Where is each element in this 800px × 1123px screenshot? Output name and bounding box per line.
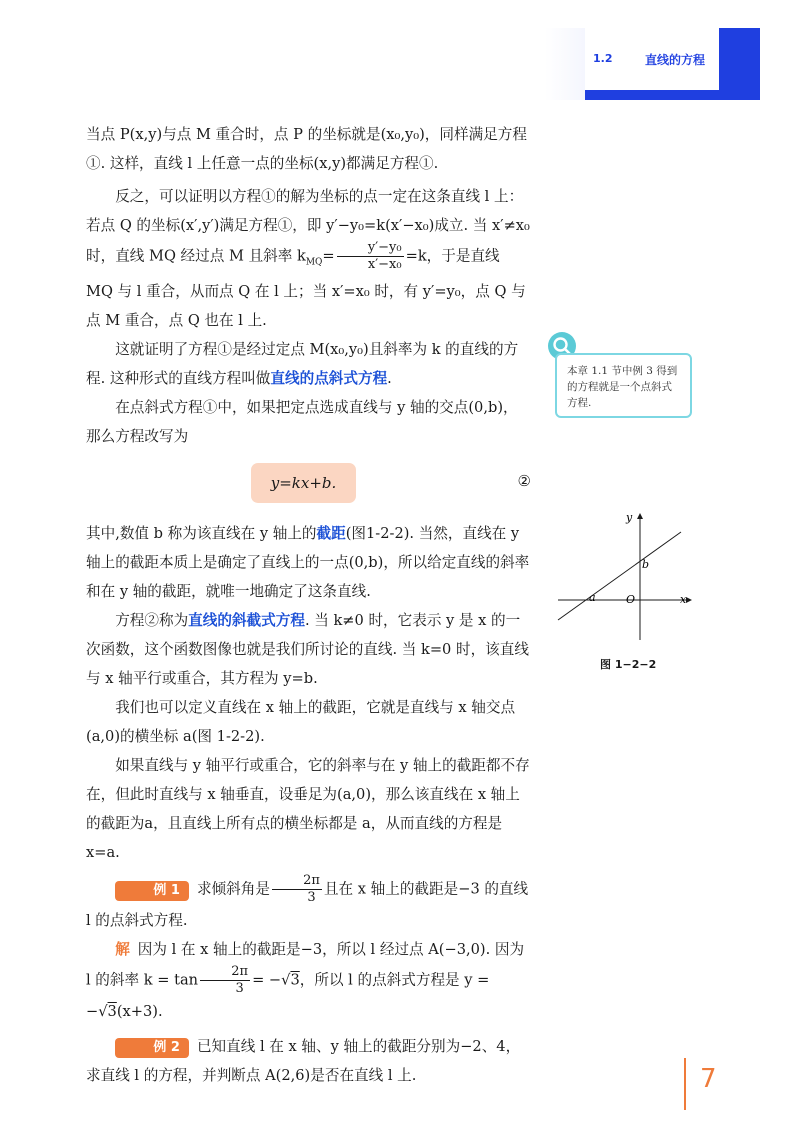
label-a: a <box>589 591 596 604</box>
formula-row <box>86 457 531 515</box>
line-l <box>558 532 681 620</box>
x-axis-arrow <box>686 597 692 603</box>
term-intercept: 截距 <box>316 525 346 543</box>
solution-label: 解 <box>115 941 130 959</box>
paragraph: 当点 P(x,y)与点 M 重合时，点 P 的坐标就是(x₀,y₀)，同样满足方程①. 这样，直线 l 上任意一点的坐标(x,y)都满足方程①. <box>86 126 527 172</box>
section-number: 1.2 <box>593 52 613 65</box>
paragraph: 这就证明了方程①是经过定点 M(x₀,y₀)且斜率为 k 的直线的方程. 这种形式的直线方程叫做直线的点斜式方程. <box>86 341 519 388</box>
page-number: 7 <box>700 1064 717 1094</box>
example-2-badge: 例 2 <box>115 1038 189 1058</box>
formula-number: ② <box>517 472 531 491</box>
main-text <box>86 120 531 1090</box>
side-note: 本章 1.1 节中例 3 得到的方程就是一个点斜式方程. <box>555 353 692 418</box>
example-1-solution: 解 因为 l 在 x 轴上的截距是−3，所以 l 经过点 A(−3,0). 因为 l 的斜率 k = tan $\frac{2\pi}{3}$ = −√3，所以 l 的点斜式方程是 y = −√3(x+3). <box>86 941 525 1021</box>
example-2: 例 2 已知直线 l 在 x 轴、y 轴上的截距分别为−2、4，求直线 l 的方程，并判断点 A(2,6)是否在直线 l 上. <box>86 1038 521 1085</box>
label-y: y <box>626 511 633 524</box>
label-o: O <box>626 593 636 606</box>
label-x: x <box>680 593 687 606</box>
paragraph: 反之，可以证明以方程①的解为坐标的点一定在这条直线 l 上：若点 Q 的坐标(x′,y′)满足方程①，即 y′−y₀=k(x′−x₀)成立. 当 x′≠x₀ 时，直线 MQ 经过点 M 且斜率 $k_{MQ}=$ $\frac{\text{y′−y₀}}{\text{x′−x₀}}$ =k，于是直线 MQ 与 l 重合，从而点 Q 在 l 上；当 x′=x₀ 时，有 y′=y₀，点 Q 与点 M 重合，点 Q 也在 l 上. <box>86 188 530 330</box>
term-point-slope: 直线的点斜式方程 <box>270 370 388 388</box>
tan-fraction: $\frac{2\pi}{3}$ <box>200 964 250 997</box>
figure-1-2-2 <box>548 505 698 655</box>
paragraph: 在点斜式方程①中，如果把定点选成直线与 y 轴的交点(0,b)，那么方程改写为 <box>86 399 518 446</box>
paragraph: 方程②称为直线的斜截式方程. 当 k≠0 时，它表示 y 是 x 的一次函数，这个函数图像也就是我们所讨论的直线. 当 k=0 时，该直线与 x 轴平行或重合，其方程为 y=b. <box>86 612 529 688</box>
paragraph: 如果直线与 y 轴平行或重合，它的斜率与在 y 轴上的截距都不存在，但此时直线与 x 轴垂直，设垂足为(a,0)，那么该直线在 x 轴上的截距为a，且直线上所有点的横坐标都是 a，从而直线的方程是 x=a. <box>86 757 530 862</box>
paragraph: 其中,数值 b 称为该直线在 y 轴上的截距(图1-2-2). 当然，直线在 y 轴上的截距本质上是确定了直线上的一点(0,b)，所以给定直线的斜率和在 y 轴的截距，就唯一地确定了这条直线. <box>86 525 530 601</box>
formula-box: y=kx+b. <box>251 463 356 503</box>
y-axis-arrow <box>637 513 643 519</box>
section-title: 直线的方程 <box>645 53 706 67</box>
slope-fraction: $\frac{\text{y′−y₀}}{\text{x′−x₀}}$ <box>337 240 404 273</box>
term-slope-intercept: 直线的斜截式方程 <box>188 612 305 630</box>
example-1: 例 1 求倾斜角是 $\frac{2\pi}{3}$ 且在 x 轴上的截距是−3 的直线 l 的点斜式方程. <box>86 873 529 930</box>
label-b: b <box>642 558 650 571</box>
page-number-bar <box>684 1058 686 1110</box>
example-1-badge: 例 1 <box>115 881 189 901</box>
paragraph: 我们也可以定义直线在 x 轴上的截距，它就是直线与 x 轴交点(a,0)的横坐标 a(图 1-2-2). <box>86 699 516 746</box>
figure-caption: 图 1−2−2 <box>600 658 657 671</box>
angle-fraction: $\frac{2\pi}{3}$ <box>272 873 322 906</box>
